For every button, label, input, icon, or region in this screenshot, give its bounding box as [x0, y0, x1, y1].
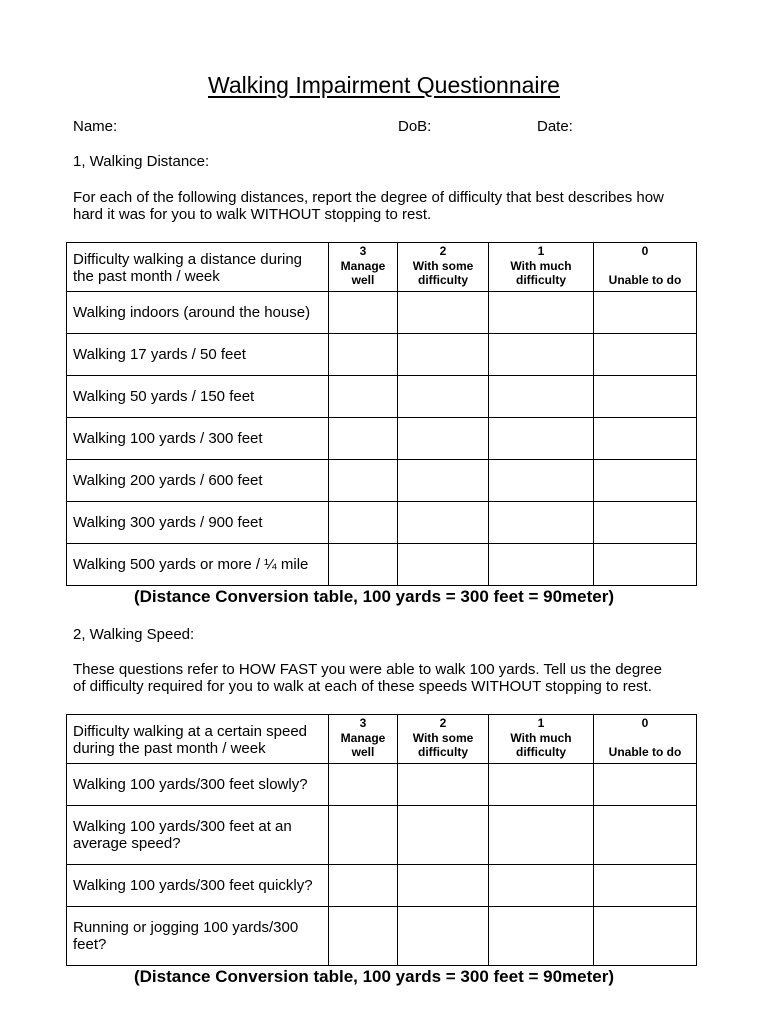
table-header-row [67, 715, 697, 764]
header-score-3 [329, 243, 398, 292]
score-2-line2: difficulty [418, 273, 468, 287]
score-2-line1: With some [412, 258, 474, 273]
answer-cell-0[interactable] [594, 502, 697, 544]
header-score-3 [329, 715, 398, 764]
date-label: Date: [537, 118, 573, 135]
answer-cell-3[interactable] [329, 376, 398, 418]
header-label-line2: the past month / week [73, 267, 220, 285]
section2-intro-line1: These questions refer to HOW FAST you were able to walk 100 yards. Tell us the degree [73, 661, 662, 678]
answer-cell-0[interactable] [594, 418, 697, 460]
answer-cell-1[interactable] [489, 334, 594, 376]
score-0-line2: Unable to do [608, 745, 682, 759]
answer-cell-2[interactable] [398, 502, 489, 544]
answer-cell-1[interactable] [489, 544, 594, 586]
answer-cell-1[interactable] [489, 865, 594, 907]
score-3: 3 [359, 716, 367, 730]
answer-cell-1[interactable] [489, 292, 594, 334]
score-2-line1: With some [412, 730, 474, 745]
score-1-line2: difficulty [516, 273, 566, 287]
answer-cell-1[interactable] [489, 460, 594, 502]
answer-cell-2[interactable] [398, 460, 489, 502]
section1-heading: 1, Walking Distance: [73, 153, 210, 170]
row-label-line1: Walking 100 yards/300 feet quickly? [73, 877, 313, 894]
table-row [67, 544, 697, 586]
score-0: 0 [641, 716, 649, 730]
answer-cell-1[interactable] [489, 502, 594, 544]
header-label [67, 243, 329, 292]
header-score-0 [594, 715, 697, 764]
score-3: 3 [359, 244, 367, 258]
score-1-line2: difficulty [516, 745, 566, 759]
conversion-note-1: (Distance Conversion table, 100 yards = 300 feet = 90meter) [133, 587, 614, 606]
conversion-note-2: (Distance Conversion table, 100 yards = 300 feet = 90meter) [133, 967, 614, 986]
score-2: 2 [439, 716, 447, 730]
score-1: 1 [537, 716, 545, 730]
answer-cell-2[interactable] [398, 544, 489, 586]
row-label-line1: Running or jogging 100 yards/300 [73, 919, 299, 936]
answer-cell-3[interactable] [329, 907, 398, 966]
table-header-row [67, 243, 697, 292]
row-label: Walking 17 yards / 50 feet [67, 334, 329, 376]
answer-cell-2[interactable] [398, 418, 489, 460]
row-label-line1: Walking 100 yards/300 feet at an [73, 818, 292, 835]
answer-cell-1[interactable] [489, 764, 594, 806]
table-row [67, 334, 697, 376]
answer-cell-2[interactable] [398, 907, 489, 966]
score-1: 1 [537, 244, 545, 258]
header-score-2 [398, 243, 489, 292]
walking-speed-table [66, 714, 697, 966]
answer-cell-2[interactable] [398, 334, 489, 376]
header-score-1 [489, 715, 594, 764]
header-score-2 [398, 715, 489, 764]
document-title: Walking Impairment Questionnaire [208, 72, 560, 98]
row-label-line2: feet? [73, 936, 107, 953]
answer-cell-3[interactable] [329, 334, 398, 376]
header-label-line1: Difficulty walking a distance during [73, 250, 303, 268]
table-row [67, 460, 697, 502]
row-label [67, 764, 329, 806]
header-label-line2: during the past month / week [73, 739, 266, 757]
row-label: Walking 500 yards or more / ¼ mile [67, 544, 329, 586]
header-score-1 [489, 243, 594, 292]
name-label: Name: [73, 118, 118, 135]
score-1-line1: With much [510, 730, 572, 745]
header-label [67, 715, 329, 764]
answer-cell-1[interactable] [489, 907, 594, 966]
answer-cell-1[interactable] [489, 418, 594, 460]
answer-cell-2[interactable] [398, 865, 489, 907]
row-label: Walking 300 yards / 900 feet [67, 502, 329, 544]
walking-distance-table [66, 242, 697, 586]
answer-cell-3[interactable] [329, 544, 398, 586]
answer-cell-0[interactable] [594, 764, 697, 806]
score-2: 2 [439, 244, 447, 258]
answer-cell-2[interactable] [398, 376, 489, 418]
score-3-line2: well [351, 273, 375, 287]
section2-intro-line2: of difficulty required for you to walk at each of these speeds WITHOUT stopping to rest. [73, 678, 652, 695]
answer-cell-3[interactable] [329, 418, 398, 460]
answer-cell-0[interactable] [594, 806, 697, 865]
row-label: Walking 200 yards / 600 feet [67, 460, 329, 502]
row-label: Walking 100 yards / 300 feet [67, 418, 329, 460]
score-0-line2: Unable to do [608, 273, 682, 287]
row-label-line2: average speed? [73, 835, 181, 852]
section2-intro [73, 661, 713, 695]
answer-cell-0[interactable] [594, 460, 697, 502]
row-label: Walking indoors (around the house) [67, 292, 329, 334]
answer-cell-3[interactable] [329, 806, 398, 865]
answer-cell-3[interactable] [329, 764, 398, 806]
answer-cell-0[interactable] [594, 544, 697, 586]
table-row [67, 806, 697, 865]
answer-cell-0[interactable] [594, 376, 697, 418]
section1-intro-line1: For each of the following distances, report the degree of difficulty that best describes how [73, 189, 664, 206]
score-3-line1: Manage [340, 258, 386, 273]
row-label [67, 907, 329, 966]
answer-cell-0[interactable] [594, 334, 697, 376]
section1-intro-line2: hard it was for you to walk WITHOUT stopping to rest. [73, 206, 432, 223]
answer-cell-0[interactable] [594, 865, 697, 907]
score-3-line2: well [351, 745, 375, 759]
answer-cell-1[interactable] [489, 376, 594, 418]
answer-cell-2[interactable] [398, 806, 489, 865]
score-3-line1: Manage [340, 730, 386, 745]
row-label [67, 806, 329, 865]
row-label-line1: Walking 100 yards/300 feet slowly? [73, 776, 308, 793]
row-label: Walking 50 yards / 150 feet [67, 376, 329, 418]
answer-cell-3[interactable] [329, 460, 398, 502]
section1-intro [73, 189, 713, 223]
table-row [67, 764, 697, 806]
answer-cell-3[interactable] [329, 292, 398, 334]
table-row [67, 418, 697, 460]
score-0: 0 [641, 244, 649, 258]
score-1-line1: With much [510, 258, 572, 273]
table-row [67, 502, 697, 544]
answer-cell-2[interactable] [398, 292, 489, 334]
answer-cell-0[interactable] [594, 292, 697, 334]
answer-cell-3[interactable] [329, 502, 398, 544]
header-label-line1: Difficulty walking at a certain speed [73, 722, 308, 740]
table-row [67, 907, 697, 966]
answer-cell-0[interactable] [594, 907, 697, 966]
answer-cell-2[interactable] [398, 764, 489, 806]
table-row [67, 865, 697, 907]
section2-heading: 2, Walking Speed: [73, 626, 195, 643]
dob-label: DoB: [398, 118, 432, 135]
score-2-line2: difficulty [418, 745, 468, 759]
table-row [67, 292, 697, 334]
table-row [67, 376, 697, 418]
row-label [67, 865, 329, 907]
answer-cell-3[interactable] [329, 865, 398, 907]
answer-cell-1[interactable] [489, 806, 594, 865]
header-score-0 [594, 243, 697, 292]
